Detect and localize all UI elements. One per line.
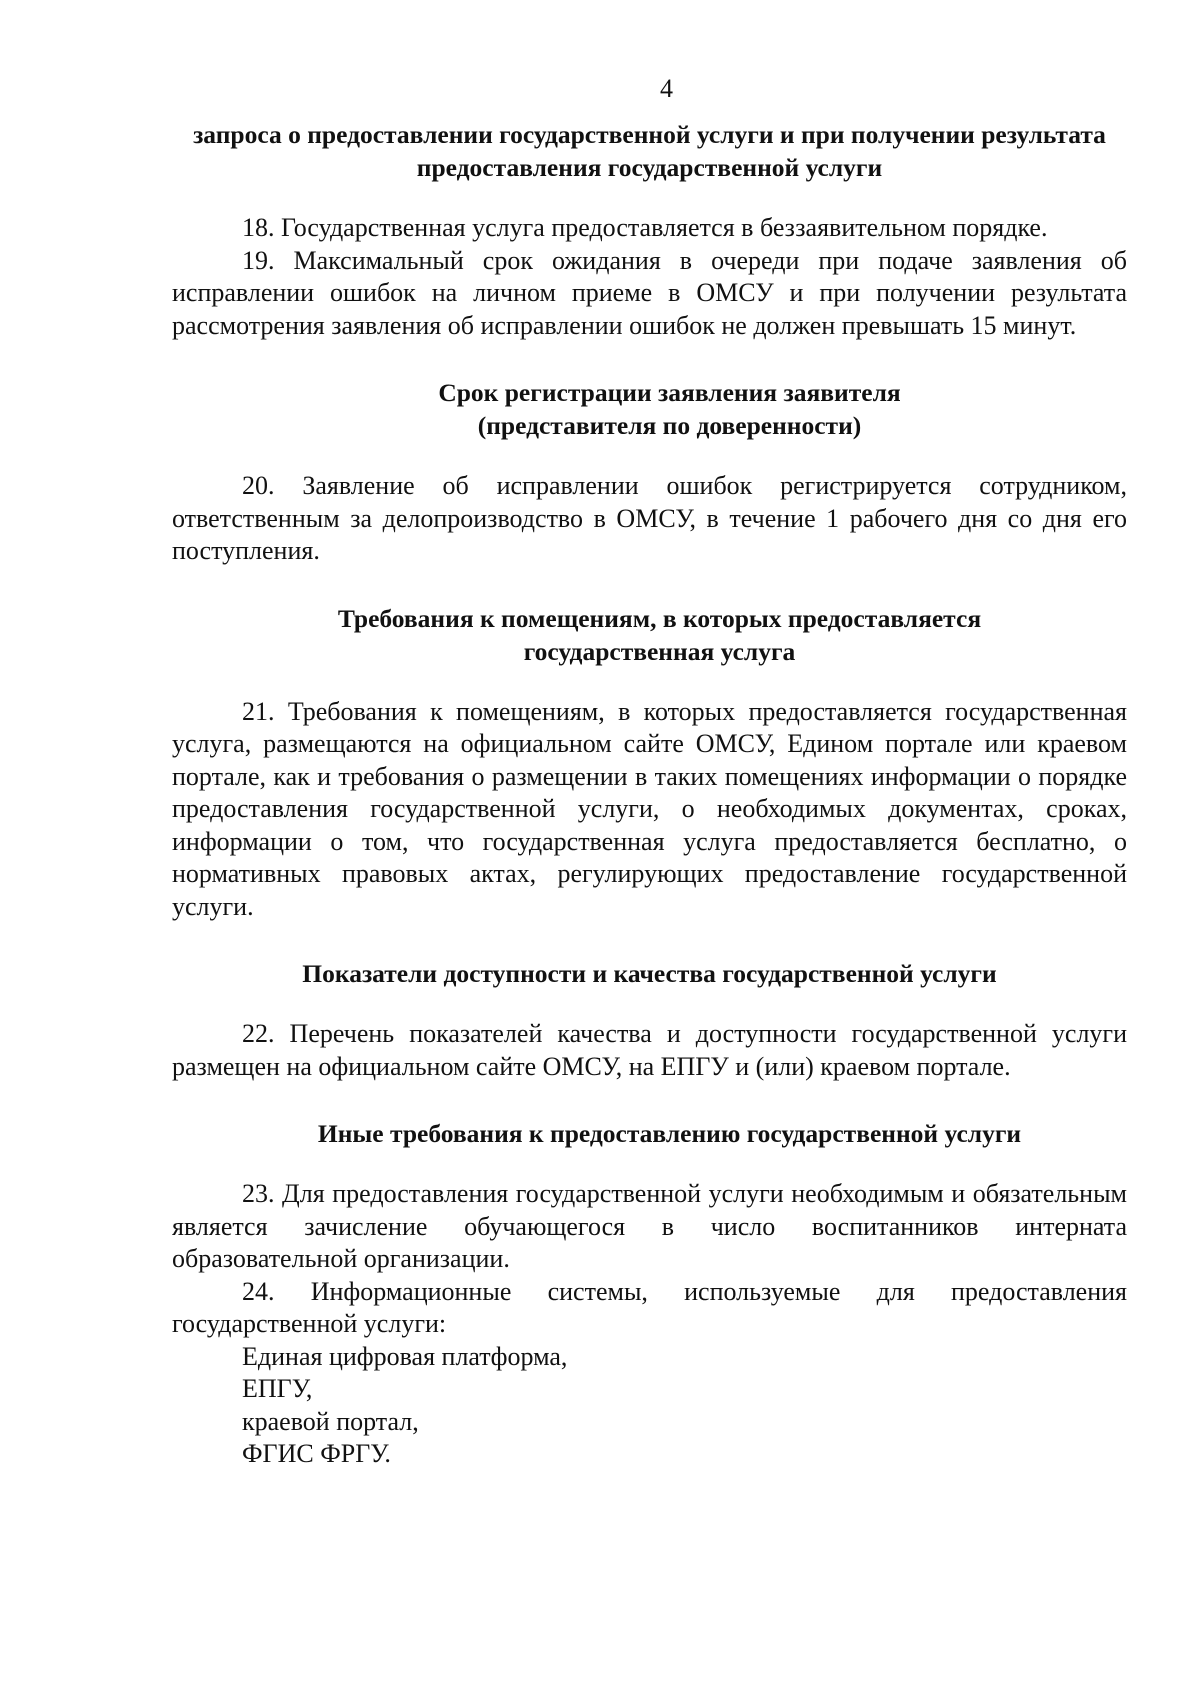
spacer (172, 990, 1127, 1018)
paragraph-23: 23. Для предоставления государственной услуги необходимым и обязательным является зачисление обучающегося в число воспитанников интерната образовательной организации. (172, 1179, 1127, 1273)
paragraph-18: 18. Государственная услуга предоставляется в беззаявительном порядке. (242, 213, 1048, 242)
list-item: Единая цифровая платформа, (242, 1341, 568, 1371)
heading-premises-requirements: Требования к помещениям, в которых предоставляется государственная услуга (337, 603, 982, 666)
heading-accessibility-indicators: Показатели доступности и качества государственной услуги (302, 959, 997, 988)
paragraph-21: 21. Требования к помещениям, в которых предоставляется государственная услуга, размещаются на официальном сайте ОМСУ, Едином портале или краевом портале, как и требования о размещении в таких помещениях информации о порядке предоставления государственной услуги, о необходимых документах, сроках, информации о том, что государственная услуга предоставляется бесплатно, о нормативных правовых актах, регулирующих предоставление государственной услуги. (172, 696, 1127, 921)
paragraph-22: 22. Перечень показателей качества и доступности государственной услуги размещен на официальном сайте ОМСУ, на ЕПГУ и (или) краевом портале. (172, 1019, 1127, 1081)
document-page (172, 74, 1127, 1471)
paragraph-19: 19. Максимальный срок ожидания в очереди при подаче заявления об исправлении ошибок на личном приеме в ОМСУ и при получении результата рассмотрения заявления об исправлении ошибок не должен превышать 15 минут. (172, 245, 1127, 340)
paragraph-24: 24. Информационные системы, используемые для предоставления государственной услуги: (172, 1276, 1127, 1338)
paragraph-20: 20. Заявление об исправлении ошибок регистрируется сотрудником, ответственным за делопроизводство в ОМСУ, в течение 1 рабочего дня со дня его поступления. (172, 471, 1127, 565)
information-systems-list (172, 1341, 1127, 1471)
heading-other-requirements: Иные требования к предоставлению государственной услуги (317, 1119, 1022, 1148)
spacer (172, 342, 1127, 376)
heading-request-wait-time: запроса о предоставлении государственной услуги и при получении результата предоставления государственной услуги (193, 120, 1106, 182)
spacer (172, 1150, 1127, 1178)
spacer (172, 184, 1127, 212)
spacer (172, 923, 1127, 957)
heading-registration-term: Срок регистрации заявления заявителя (представителя по доверенности) (438, 378, 901, 440)
spacer (172, 442, 1127, 470)
spacer (172, 1083, 1127, 1117)
spacer (172, 668, 1127, 696)
list-item: краевой портал, (242, 1406, 419, 1436)
list-item: ФГИС ФРГУ. (242, 1439, 391, 1468)
list-item: ЕПГУ, (242, 1374, 313, 1403)
page-number: 4 (660, 74, 673, 103)
spacer (172, 568, 1127, 602)
